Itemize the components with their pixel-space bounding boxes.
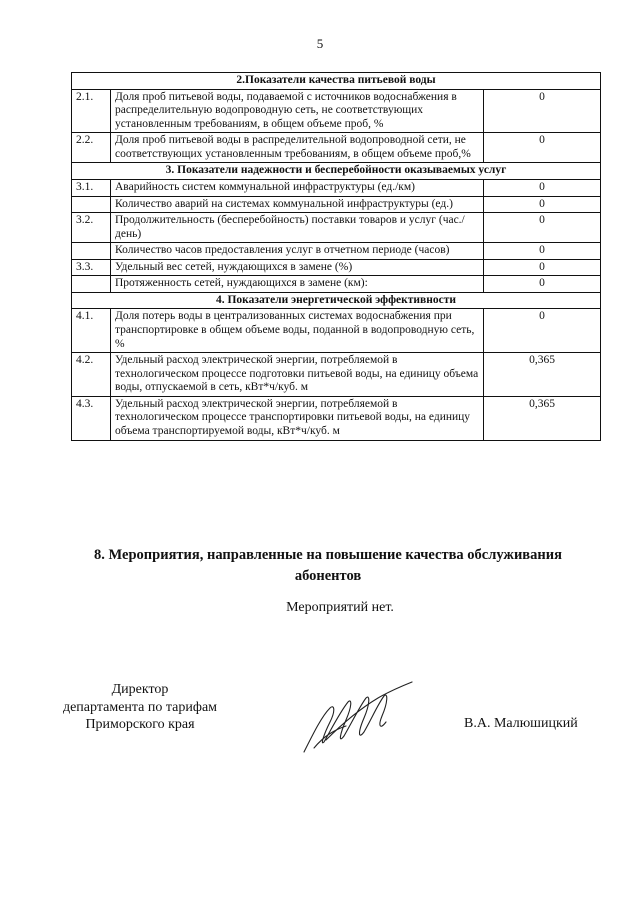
- row-value: 0: [484, 179, 601, 196]
- row-value: 0: [484, 243, 601, 260]
- section-title: 4. Показатели энергетической эффективности: [72, 292, 601, 309]
- row-value: 0: [484, 89, 601, 133]
- row-description: Протяженность сетей, нуждающихся в замене (км):: [111, 276, 484, 293]
- signer-name: В.А. Малюшицкий: [464, 716, 578, 731]
- section-header-row: [72, 73, 601, 90]
- row-value: 0: [484, 276, 601, 293]
- row-description: Продолжительность (бесперебойность) поставки товаров и услуг (час./день): [111, 213, 484, 243]
- row-value: 0: [484, 309, 601, 353]
- section-title: 3. Показатели надежности и бесперебойности оказываемых услуг: [72, 163, 601, 180]
- row-value: 0: [484, 133, 601, 163]
- table-row: [72, 259, 601, 276]
- row-description: Доля потерь воды в централизованных системах водоснабжения при транспортировке в общем объеме воды, поданной в водопроводную сеть, %: [111, 309, 484, 353]
- table-row: [72, 179, 601, 196]
- row-number: [72, 196, 111, 213]
- row-description: Удельный расход электрической энергии, потребляемой в технологическом процессе транспортировки питьевой воды, на единицу объема транспортируемой воды, кВт*ч/куб. м: [111, 396, 484, 440]
- row-value: 0,365: [484, 396, 601, 440]
- row-number: 2.1.: [72, 89, 111, 133]
- table-row: [72, 396, 601, 440]
- row-value: 0: [484, 196, 601, 213]
- table-row: [72, 353, 601, 397]
- row-number: [72, 243, 111, 260]
- row-description: Аварийность систем коммунальной инфраструктуры (ед./км): [111, 179, 484, 196]
- indicators-table: [71, 72, 601, 441]
- table-row: [72, 196, 601, 213]
- row-description: Количество аварий на системах коммунальной инфраструктуры (ед.): [111, 196, 484, 213]
- signer-title-line: департамента по тарифам: [62, 699, 218, 715]
- row-number: 3.3.: [72, 259, 111, 276]
- table-row: [72, 213, 601, 243]
- row-description: Доля проб питьевой воды в распределительной водопроводной сети, не соответствующих установленным требованиям, в общем объеме проб,%: [111, 133, 484, 163]
- row-description: Удельный расход электрической энергии, потребляемой в технологическом процессе подготовки питьевой воды, на единицу объема воды, отпускаемой в сеть, кВт*ч/куб. м: [111, 353, 484, 397]
- row-number: 4.1.: [72, 309, 111, 353]
- section-heading: 8. Мероприятия, направленные на повышение качества обслуживания абонентов: [94, 547, 562, 585]
- row-number: 4.2.: [72, 353, 111, 397]
- signer-title-line: Приморского края: [85, 717, 195, 733]
- section-title: 2.Показатели качества питьевой воды: [72, 73, 601, 90]
- table-row: [72, 276, 601, 293]
- table-row: [72, 243, 601, 260]
- handwritten-signature: [300, 676, 415, 758]
- row-value: 0: [484, 213, 601, 243]
- signer-title-line: Директор: [111, 682, 169, 697]
- row-description: Количество часов предоставления услуг в отчетном периоде (часов): [111, 243, 484, 260]
- row-value: 0,365: [484, 353, 601, 397]
- row-number: 3.1.: [72, 179, 111, 196]
- row-number: 2.2.: [72, 133, 111, 163]
- section-header-row: [72, 292, 601, 309]
- indicators-table-body: [72, 73, 601, 441]
- page-number: 5: [316, 36, 324, 51]
- section-header-row: [72, 163, 601, 180]
- row-number: [72, 276, 111, 293]
- row-number: 3.2.: [72, 213, 111, 243]
- table-row: [72, 309, 601, 353]
- row-number: 4.3.: [72, 396, 111, 440]
- row-value: 0: [484, 259, 601, 276]
- row-description: Доля проб питьевой воды, подаваемой с источников водоснабжения в распределительную водопроводную сеть, не соответствующих установленным требованиям, в общем объеме проб, %: [111, 89, 484, 133]
- row-description: Удельный вес сетей, нуждающихся в замене (%): [111, 259, 484, 276]
- signer-title: [40, 681, 240, 734]
- table-row: [72, 89, 601, 133]
- table-row: [72, 133, 601, 163]
- measures-note: Мероприятий нет.: [286, 600, 394, 615]
